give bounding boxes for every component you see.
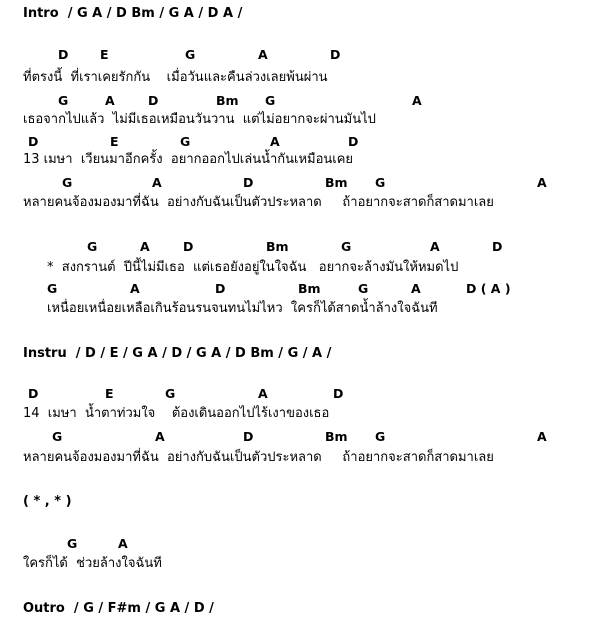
chord: G bbox=[47, 281, 58, 296]
lyric-line: เธอจากไปแล้ว ไม่มีเธอเหมือนวันวาน แต่ไม่อยากจะผ่านมันไป bbox=[23, 112, 376, 127]
chord: Bm bbox=[216, 93, 239, 108]
chord: D bbox=[348, 134, 359, 149]
chord: G bbox=[62, 175, 73, 190]
lyric-line: เหนื่อยเหนื่อยเหลือเกินร้อนรนจนทนไม่ไหว ใครก็ได้สาดน้ำล้างใจฉันที bbox=[47, 301, 438, 316]
chord: A bbox=[118, 536, 128, 551]
chord: G bbox=[375, 175, 386, 190]
chord: A bbox=[412, 93, 422, 108]
chord: A bbox=[152, 175, 162, 190]
chord: D bbox=[148, 93, 159, 108]
chord: D bbox=[28, 134, 39, 149]
chord: E bbox=[105, 386, 114, 401]
chord: Bm bbox=[325, 429, 348, 444]
chord: G bbox=[58, 93, 69, 108]
chord: A bbox=[155, 429, 165, 444]
chord: A bbox=[130, 281, 140, 296]
intro-line: Intro / G A / D Bm / G A / D A / bbox=[23, 6, 243, 21]
chord: D ( A ) bbox=[466, 281, 511, 296]
chord: Bm bbox=[325, 175, 348, 190]
chord: A bbox=[270, 134, 280, 149]
chord: Bm bbox=[266, 239, 289, 254]
chord: G bbox=[67, 536, 78, 551]
repeat-marker: ( * , * ) bbox=[23, 494, 72, 509]
lyric-line: * สงกรานต์ ปีนี้ไม่มีเธอ แต่เธอยังอยู่ในใจฉัน อยากจะล้างมันให้หมดไป bbox=[47, 260, 459, 275]
chord: G bbox=[358, 281, 369, 296]
lyric-line: ที่ตรงนี้ ที่เราเคยรักกัน เมื่อวันและคืนล่วงเลยพ้นผ่าน bbox=[23, 70, 328, 85]
chord: G bbox=[375, 429, 386, 444]
chord: A bbox=[411, 281, 421, 296]
lyric-line: ใครก็ได้ ช่วยล้างใจฉันที bbox=[23, 556, 162, 571]
chord: D bbox=[183, 239, 194, 254]
chord: E bbox=[100, 47, 109, 62]
chord: D bbox=[492, 239, 503, 254]
chord: G bbox=[265, 93, 276, 108]
chord: D bbox=[243, 429, 254, 444]
chord: A bbox=[105, 93, 115, 108]
chord: D bbox=[330, 47, 341, 62]
chord: A bbox=[258, 47, 268, 62]
lyric-line: 13 เมษา เวียนมาอีกครั้ง อยากออกไปเล่นน้ำกันเหมือนเคย bbox=[23, 152, 354, 167]
lyric-line: 14 เมษา น้ำตาท่วมใจ ต้องเดินออกไปไร้เงาของเธอ bbox=[23, 406, 330, 421]
chord: G bbox=[185, 47, 196, 62]
chord: Bm bbox=[298, 281, 321, 296]
chord: A bbox=[537, 175, 547, 190]
chord: G bbox=[52, 429, 63, 444]
chord: A bbox=[537, 429, 547, 444]
chord: D bbox=[215, 281, 226, 296]
chord: A bbox=[258, 386, 268, 401]
chord: E bbox=[110, 134, 119, 149]
chord: G bbox=[180, 134, 191, 149]
instru-line: Instru / D / E / G A / D / G A / D Bm / G / A / bbox=[23, 346, 332, 361]
chord: D bbox=[58, 47, 69, 62]
chord: D bbox=[28, 386, 39, 401]
lyric-line: หลายคนจ้องมองมาที่ฉัน อย่างกับฉันเป็นตัวประหลาด ถ้าอยากจะสาดก็สาดมาเลย bbox=[23, 195, 494, 210]
chord: G bbox=[87, 239, 98, 254]
chord: A bbox=[430, 239, 440, 254]
lyric-line: หลายคนจ้องมองมาที่ฉัน อย่างกับฉันเป็นตัวประหลาด ถ้าอยากจะสาดก็สาดมาเลย bbox=[23, 450, 494, 465]
chord: D bbox=[243, 175, 254, 190]
chord: G bbox=[165, 386, 176, 401]
chord: G bbox=[341, 239, 352, 254]
chord: A bbox=[140, 239, 150, 254]
chord: D bbox=[333, 386, 344, 401]
outro-line: Outro / G / F#m / G A / D / bbox=[23, 601, 214, 616]
